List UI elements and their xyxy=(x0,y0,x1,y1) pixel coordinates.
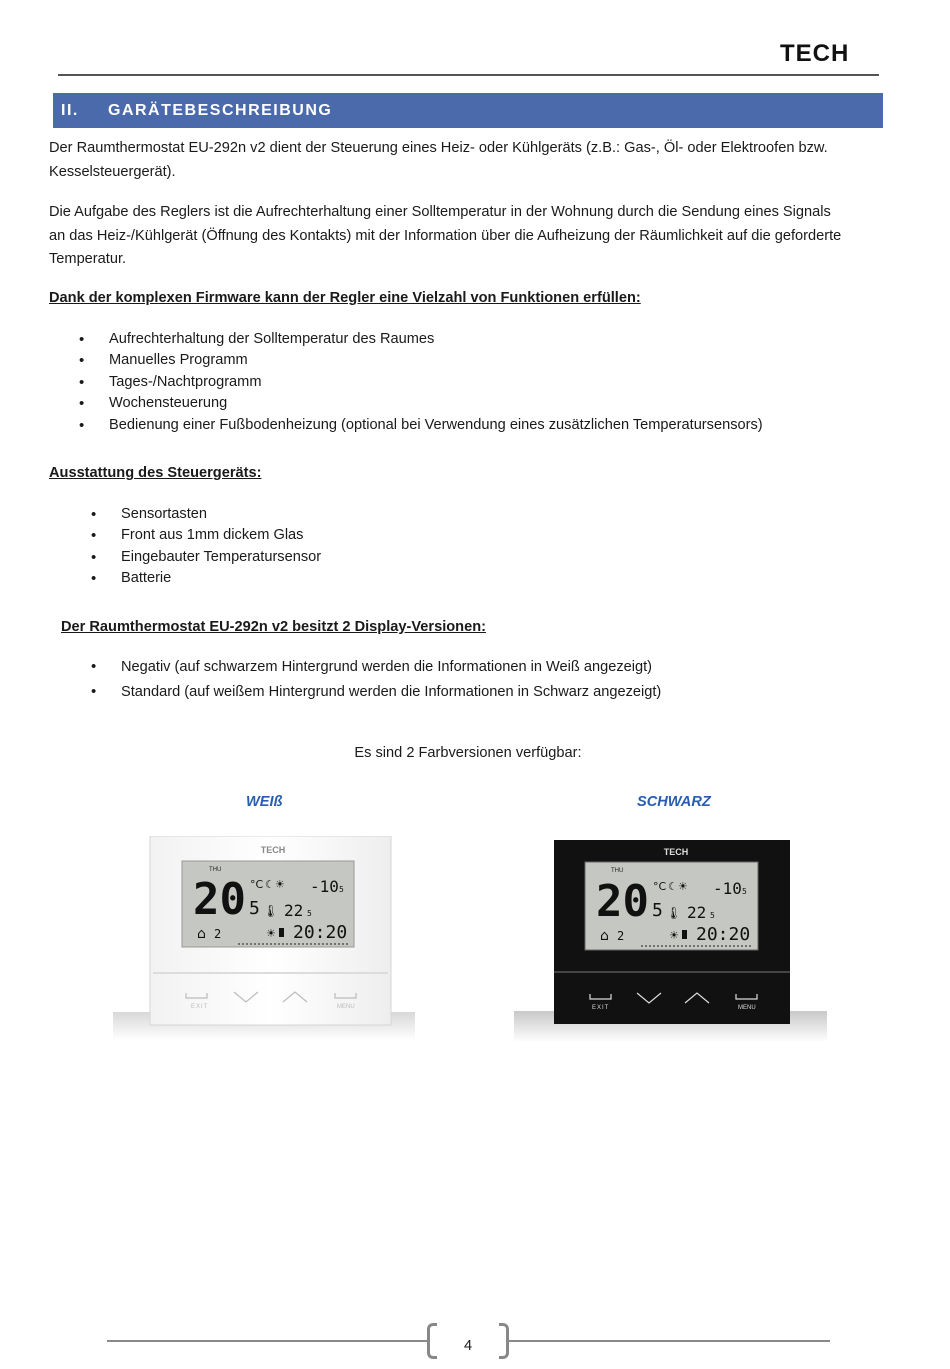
lcd-set-decimal: 5 xyxy=(710,911,715,920)
moon-sun-icons: ☾☀ xyxy=(265,878,285,891)
sun-icon: ☀ xyxy=(266,927,276,940)
battery-icon xyxy=(279,928,284,937)
list-item: • Eingebauter Temperatursensor xyxy=(121,547,321,568)
list-item: • Standard (auf weißem Hintergrund werden die Informationen in Schwarz angezeigt) xyxy=(121,682,661,707)
list-item: • Sensortasten xyxy=(121,504,321,525)
list-item: • Manuelles Programm xyxy=(109,350,763,371)
lcd-day: THU xyxy=(209,867,222,873)
lcd-outside-temp: -10 xyxy=(713,879,742,898)
sun-icon: ☀ xyxy=(669,929,679,942)
display-versions-heading: Der Raumthermostat EU-292n v2 besitzt 2 Display-Versionen: xyxy=(61,619,486,635)
list-item: • Negativ (auf schwarzem Hintergrund werden die Informationen in Weiß angezeigt) xyxy=(121,657,661,682)
lcd-unit: °C xyxy=(250,878,264,891)
exit-label: EXIT xyxy=(191,1004,209,1010)
lcd-time: 20:20 xyxy=(696,924,751,945)
white-thermostat-image xyxy=(113,836,415,1040)
exit-label: EXIT xyxy=(592,1005,610,1011)
lcd-unit: °C xyxy=(653,880,667,893)
right-brace-icon xyxy=(499,1323,509,1359)
lcd-outside-temp: -10 xyxy=(310,877,339,896)
list-item: • Wochensteuerung xyxy=(109,393,763,414)
device-brand: TECH xyxy=(260,845,286,855)
functions-list xyxy=(109,329,763,436)
lcd-outside-decimal: 5 xyxy=(742,887,747,896)
left-brace-icon xyxy=(427,1323,437,1359)
list-item: • Front aus 1mm dickem Glas xyxy=(121,525,321,546)
section-title: GARÄTEBESCHREIBUNG xyxy=(108,101,333,119)
moon-sun-icons: ☾☀ xyxy=(668,880,688,893)
black-variant-label: SCHWARZ xyxy=(637,794,711,810)
paragraph-line: Der Raumthermostat EU-292n v2 dient der Steuerung eines Heiz- oder Kühlgeräts (z.B.: Gas-, Öl- oder Elektroofen bzw. xyxy=(49,140,828,156)
lcd-main-temp-decimal: 5 xyxy=(652,900,663,921)
lcd-set-decimal: 5 xyxy=(307,909,312,918)
house-icon: ⌂ xyxy=(197,926,206,942)
lcd-main-temp: 20 xyxy=(193,874,246,925)
lcd-main-temp: 20 xyxy=(596,876,649,927)
thermometer-icon: 🌡 xyxy=(263,904,279,918)
tech-logo xyxy=(780,42,876,64)
section-header xyxy=(53,93,883,128)
lcd-set-temp: 22 xyxy=(284,901,304,920)
tech-logo-text: TECH xyxy=(780,42,850,64)
lcd-zone: 2 xyxy=(214,927,222,941)
paragraph-line: an das Heiz-/Kühlgerät (Öffnung des Kontakts) mit der Information über die Aufheizung der Räumlichkeit auf die geforderte xyxy=(49,227,842,244)
footer-divider-right xyxy=(508,1340,830,1342)
thermometer-icon: 🌡 xyxy=(666,906,682,920)
lcd-day: THU xyxy=(611,868,624,874)
menu-label: MENU xyxy=(337,1004,355,1010)
lcd-outside-decimal: 5 xyxy=(339,885,344,894)
list-item: • Tages-/Nachtprogramm xyxy=(109,372,763,393)
lcd-set-temp: 22 xyxy=(687,903,707,922)
paragraph-line: Temperatur. xyxy=(49,251,127,267)
menu-label: MENU xyxy=(738,1005,756,1011)
footer-divider-left xyxy=(107,1340,430,1342)
page-number: 4 xyxy=(463,1338,473,1354)
battery-icon xyxy=(682,930,687,939)
house-icon: ⌂ xyxy=(600,928,609,944)
list-item: • Batterie xyxy=(121,568,321,589)
equipment-heading: Ausstattung des Steuergeräts: xyxy=(49,465,262,481)
lcd-time: 20:20 xyxy=(293,922,348,943)
paragraph-line: Kesselsteuergerät). xyxy=(49,163,176,180)
white-variant-label: WEIß xyxy=(246,794,283,810)
paragraph-line: Die Aufgabe des Reglers ist die Aufrechterhaltung einer Solltemperatur in der Wohnung durch die Sendung eines Signals xyxy=(49,204,831,220)
display-versions-list xyxy=(121,657,661,707)
list-item: • Aufrechterhaltung der Solltemperatur des Raumes xyxy=(109,329,763,350)
black-thermostat-image xyxy=(514,838,827,1042)
functions-heading: Dank der komplexen Firmware kann der Regler eine Vielzahl von Funktionen erfüllen: xyxy=(49,290,641,306)
device-brand: TECH xyxy=(663,847,689,857)
header-divider xyxy=(58,74,879,76)
lcd-zone: 2 xyxy=(617,929,625,943)
intro-paragraph xyxy=(49,137,876,184)
color-versions-note: Es sind 2 Farbversionen verfügbar: xyxy=(354,745,582,761)
purpose-paragraph xyxy=(49,201,876,272)
equipment-list xyxy=(121,504,321,590)
lcd-main-temp-decimal: 5 xyxy=(249,898,260,919)
list-item: • Bedienung einer Fußbodenheizung (optional bei Verwendung eines zusätzlichen Temperatursensors) xyxy=(109,415,763,436)
section-number: II. xyxy=(61,101,79,119)
